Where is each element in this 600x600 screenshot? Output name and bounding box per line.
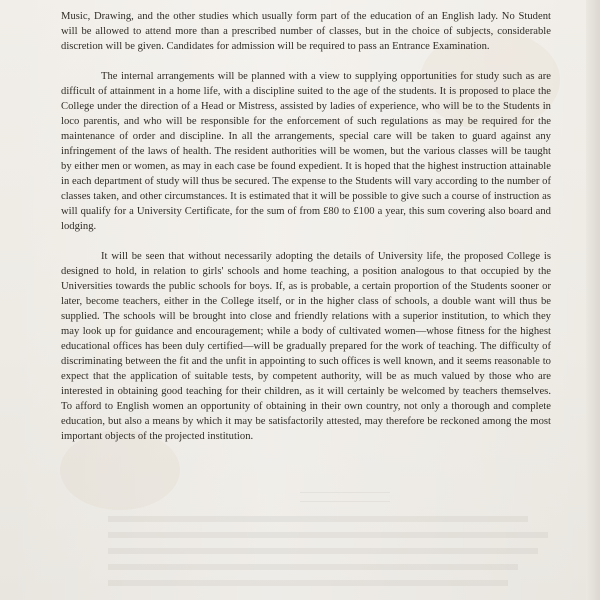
document-body <box>61 9 551 459</box>
faint-show-through-line <box>108 564 518 570</box>
paragraph-2: The internal arrangements will be planned with a view to supplying opportunities for study such as are difficult of attainment in a home life, with a discipline suited to the age of the students. It is proposed to place the College under the direction of a Head or Mistress, assisted by ladies of experience, who will be to the Students in loco parentis, and who will be responsible for the enforcement of such regulations as may be required for the maintenance of order and discipline. In all the arrangements, special care will be taken to guard against any infringement of the laws of health. The resident authorities will be women, but the various classes will be taught by either men or women, as may in each case be found expedient. It is hoped that the highest instruction attainable in each department of study will thus be secured. The expense to the Students will vary according to the number of classes taken, and other circumstances. It is estimated that it will be possible to give such a course of instruction as will qualify for a University Certificate, for the sum of from £80 to £100 a year, this sum covering also board and lodging. <box>61 71 551 232</box>
faint-show-through-line <box>108 516 528 522</box>
faint-show-through-line <box>108 532 548 538</box>
paragraph-1: Music, Drawing, and the other studies which usually form part of the education of an English lady. No Student will be allowed to attend more than a prescribed number of classes, but in the choice of subjects, considerable discretion will be given. Candidates for admission will be required to pass an Entrance Examination. <box>61 11 551 52</box>
faint-show-through-heading <box>300 492 390 502</box>
paragraph-3: It will be seen that without necessarily adopting the details of University life, the proposed College is designed to hold, in relation to girls' schools and home teaching, a position analogous to that occupied by the Universities towards the public schools for boys. If, as is probable, a certain proportion of the Students sooner or later, become teachers, either in the College itself, or in the higher class of schools, a double want will thus be supplied. The schools will be brought into close and friendly relations with a superior institution, to which they may look up for guidance and encouragement; while a body of cultivated women—whose fitness for the highest educational offices has been duly certified—will be gradually prepared for the work of teaching. The difficulty of discriminating between the fit and the unfit in appointing to such offices is well known, and it seems reasonable to expect that the application of suitable tests, by competent authority, will be as much valued by those who are interested in obtaining good teaching for their children, as it will certainly be welcomed by teachers themselves. To afford to English women an opportunity of obtaining in their own country, not only a thorough and complete education, but also a means by which it may be satisfactorily attested, may therefore be reckoned among the most important objects of the projected institution. <box>61 251 551 442</box>
page-fold-shadow <box>586 0 600 600</box>
faint-show-through-line <box>108 580 508 586</box>
faint-show-through-line <box>108 548 538 554</box>
